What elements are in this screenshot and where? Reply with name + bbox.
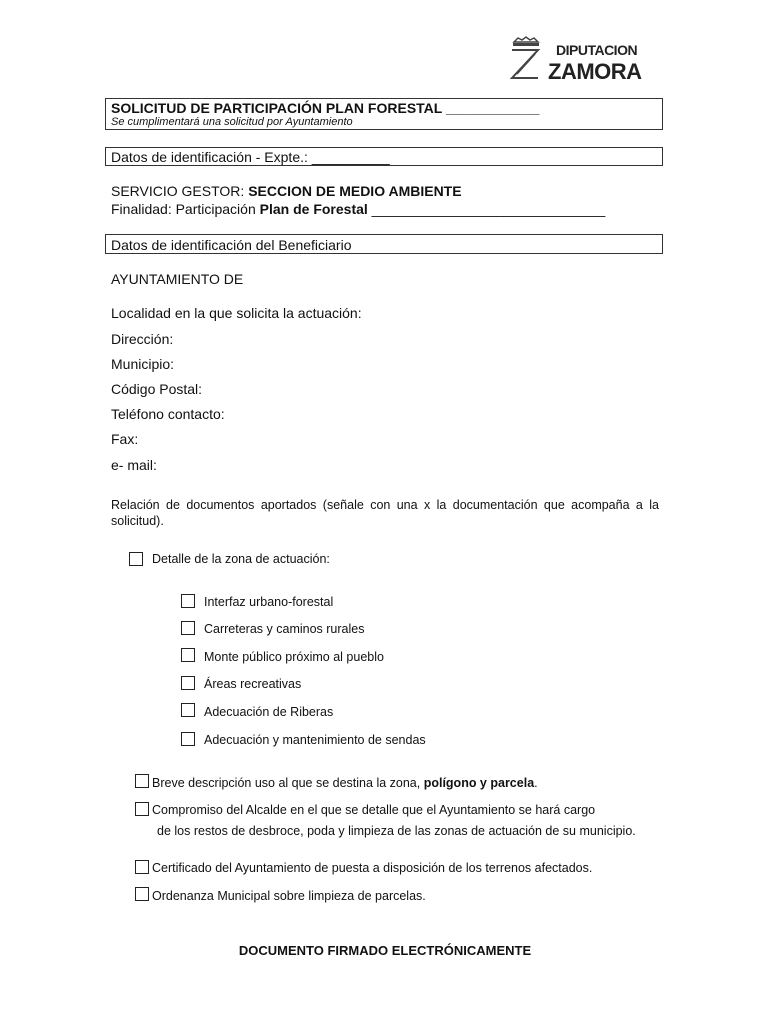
form-title: SOLICITUD DE PARTICIPACIÓN PLAN FORESTAL ____________ — [111, 100, 540, 116]
item-interfaz: Interfaz urbano-forestal — [204, 595, 334, 609]
field-direccion: Dirección: — [111, 331, 174, 347]
header-box — [105, 98, 663, 130]
ident-box — [105, 147, 663, 166]
finalidad-bold: Plan de Forestal — [259, 201, 368, 217]
detalle-checkbox[interactable] — [129, 552, 143, 566]
item-riberas: Adecuación de Riberas — [204, 705, 334, 719]
doc-ordenanza: Ordenanza Municipal sobre limpieza de parcelas. — [152, 889, 426, 903]
field-municipio: Municipio: — [111, 356, 175, 372]
ident-label: Datos de identificación - Expte.: __________ — [111, 149, 390, 165]
checkbox-monte[interactable] — [181, 648, 195, 662]
detalle-label: Detalle de la zona de actuación: — [152, 552, 330, 566]
doc-breve — [152, 776, 538, 790]
item-carreteras: Carreteras y caminos rurales — [204, 622, 365, 636]
item-monte: Monte público próximo al pueblo — [204, 650, 384, 664]
doc-breve-a: Breve descripción uso al que se destina la zona, — [152, 776, 424, 790]
field-ayuntamiento: AYUNTAMIENTO DE — [111, 271, 244, 287]
item-areas: Áreas recreativas — [204, 677, 302, 691]
checkbox-interfaz[interactable] — [181, 594, 195, 608]
servicio-line — [111, 183, 462, 199]
beneficiario-label: Datos de identificación del Beneficiario — [111, 237, 352, 253]
logo-line1: DIPUTACION — [556, 42, 638, 58]
doc-compromiso-1: Compromiso del Alcalde en el que se detalle que el Ayuntamiento se hará cargo — [152, 803, 596, 817]
doc-breve-c: . — [534, 776, 538, 790]
checkbox-carreteras[interactable] — [181, 621, 195, 635]
servicio-label: SERVICIO GESTOR: — [111, 183, 249, 199]
field-localidad: Localidad en la que solicita la actuación: — [111, 305, 362, 321]
checkbox-certificado[interactable] — [135, 860, 149, 874]
finalidad-blank: ______________________________ — [367, 201, 606, 217]
logo — [508, 34, 648, 84]
logo-line2: ZAMORA — [548, 59, 642, 84]
finalidad-line — [111, 201, 605, 217]
field-email: e- mail: — [111, 457, 157, 473]
footer-signed: DOCUMENTO FIRMADO ELECTRÓNICAMENTE — [238, 943, 532, 958]
servicio-value: SECCION DE MEDIO AMBIENTE — [248, 183, 462, 199]
checkbox-sendas[interactable] — [181, 732, 195, 746]
checkbox-ordenanza[interactable] — [135, 887, 149, 901]
finalidad-label: Finalidad: Participación — [111, 201, 260, 217]
relacion-text: Relación de documentos aportados (señale con una x la documentación que acompaña a la solicitud). — [111, 498, 659, 528]
doc-certificado: Certificado del Ayuntamiento de puesta a disposición de los terrenos afectados. — [152, 861, 593, 875]
doc-compromiso-2: de los restos de desbroce, poda y limpieza de las zonas de actuación de su municipio. — [157, 824, 636, 838]
item-sendas: Adecuación y mantenimiento de sendas — [204, 733, 426, 747]
checkbox-riberas[interactable] — [181, 703, 195, 717]
field-telefono: Teléfono contacto: — [111, 406, 225, 422]
doc-breve-b: polígono y parcela — [423, 776, 535, 790]
checkbox-compromiso[interactable] — [135, 802, 149, 816]
beneficiario-box — [105, 234, 663, 254]
field-fax: Fax: — [111, 431, 139, 447]
field-cp: Código Postal: — [111, 381, 203, 397]
form-subtitle: Se cumplimentará una solicitud por Ayuntamiento — [111, 116, 353, 128]
checkbox-breve[interactable] — [135, 774, 149, 788]
coat-of-arms-icon — [508, 34, 548, 82]
checkbox-areas[interactable] — [181, 676, 195, 690]
